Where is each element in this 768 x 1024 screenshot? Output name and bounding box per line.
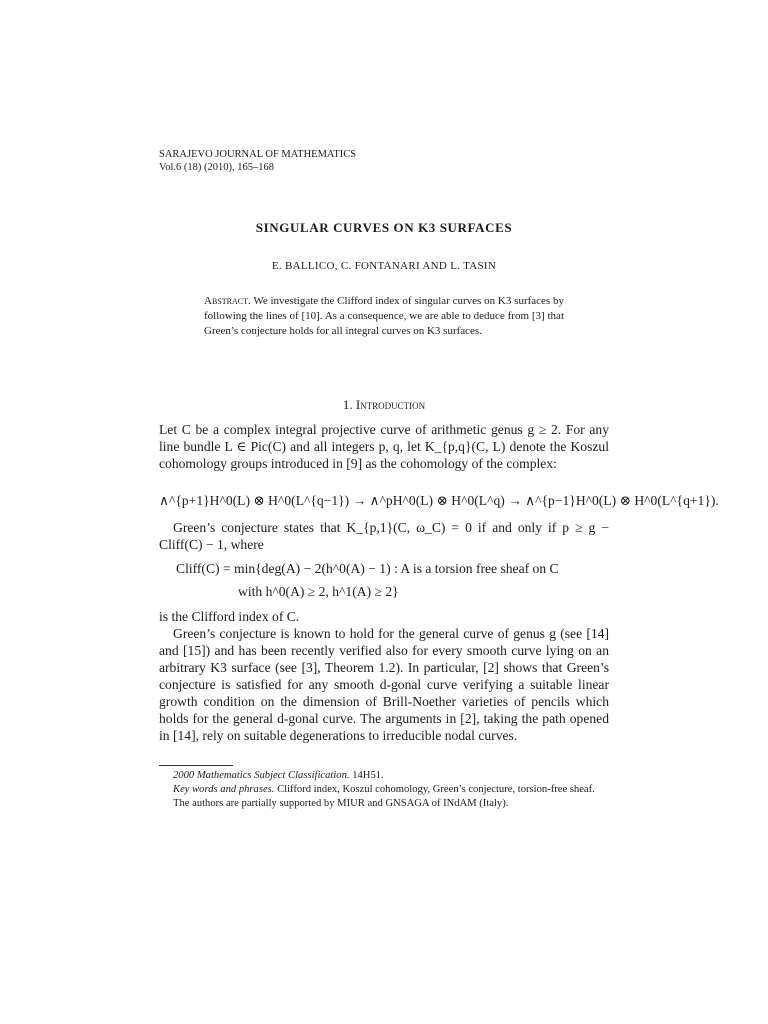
footnote-keywords-value: Clifford index, Koszul cohomology, Green’s conjecture, torsion-free sheaf. (277, 784, 595, 795)
abstract (204, 294, 564, 339)
paper-authors: E. BALLICO, C. FONTANARI AND L. TASIN (271, 260, 497, 272)
koszul-complex-display: ∧^{p+1}H^0(L) ⊗ H^0(L^{q−1}) → ∧^pH^0(L) ⊗ H^0(L^q) → ∧^{p−1}H^0(L) ⊗ H^0(L^{q+1}). (159, 493, 719, 508)
abstract-label: Abstract. (204, 295, 251, 307)
journal-name: SARAJEVO JOURNAL OF MATHEMATICS (159, 149, 357, 160)
journal-volume: Vol.6 (18) (2010), 165–168 (159, 162, 275, 173)
footnote-keywords-label: Key words and phrases. (173, 784, 275, 795)
footnote-msc (159, 769, 609, 783)
paper-title: SINGULAR CURVES ON K3 SURFACES (255, 220, 513, 235)
intro-paragraph-1: Let C be a complex integral projective curve of arithmetic genus g ≥ 2. For any line bundle L ∈ Pic(C) and all integers p, q, let K_{p,q}(C, L) denote the Koszul cohomology groups introduced in [9] as the cohomology of the complex: (159, 422, 609, 471)
footnote-msc-value: 14H51. (352, 770, 384, 781)
footnote-keywords (159, 783, 609, 797)
section-title: Introduction (355, 397, 426, 412)
footnote-rule (159, 765, 233, 766)
footnote-support: The authors are partially supported by MIUR and GNSAGA of INdAM (Italy). (173, 798, 509, 809)
journal-header (159, 148, 356, 174)
section-number: 1. (342, 397, 353, 412)
section-heading (0, 397, 768, 413)
footnote-msc-label: 2000 Mathematics Subject Classification. (173, 770, 350, 781)
intro-paragraph-3: is the Clifford index of C. (159, 609, 300, 624)
intro-paragraph-2: Green’s conjecture states that K_{p,1}(C, ω_C) = 0 if and only if p ≥ g − Cliff(C) − 1, where (159, 520, 609, 552)
abstract-text: We investigate the Clifford index of singular curves on K3 surfaces by following the lines of [10]. As a consequence, we are able to deduce from [3] that Green’s conjecture holds for all integral curves on K3 surfaces. (204, 295, 564, 337)
footnotes (159, 769, 609, 811)
clifford-definition-line-1: Cliff(C) = min{deg(A) − 2(h^0(A) − 1) : A is a torsion free sheaf on C (176, 561, 559, 576)
intro-paragraph-4: Green’s conjecture is known to hold for the general curve of genus g (see [14] and [15]) and has been recently verified also for every smooth curve lying on an arbitrary K3 surface (see [3], Theorem 1.2). In particular, [2] shows that Green’s conjecture is satisfied for any smooth d-gonal curve verifying a suitable linear growth condition on the dimension of Brill-Noether varieties of pencils which holds for the general d-gonal curve. The arguments in [2], taking the path opened in [14], rely on suitable degenerations to irreducible nodal curves. (159, 626, 609, 743)
clifford-definition-line-2: with h^0(A) ≥ 2, h^1(A) ≥ 2} (238, 584, 399, 599)
